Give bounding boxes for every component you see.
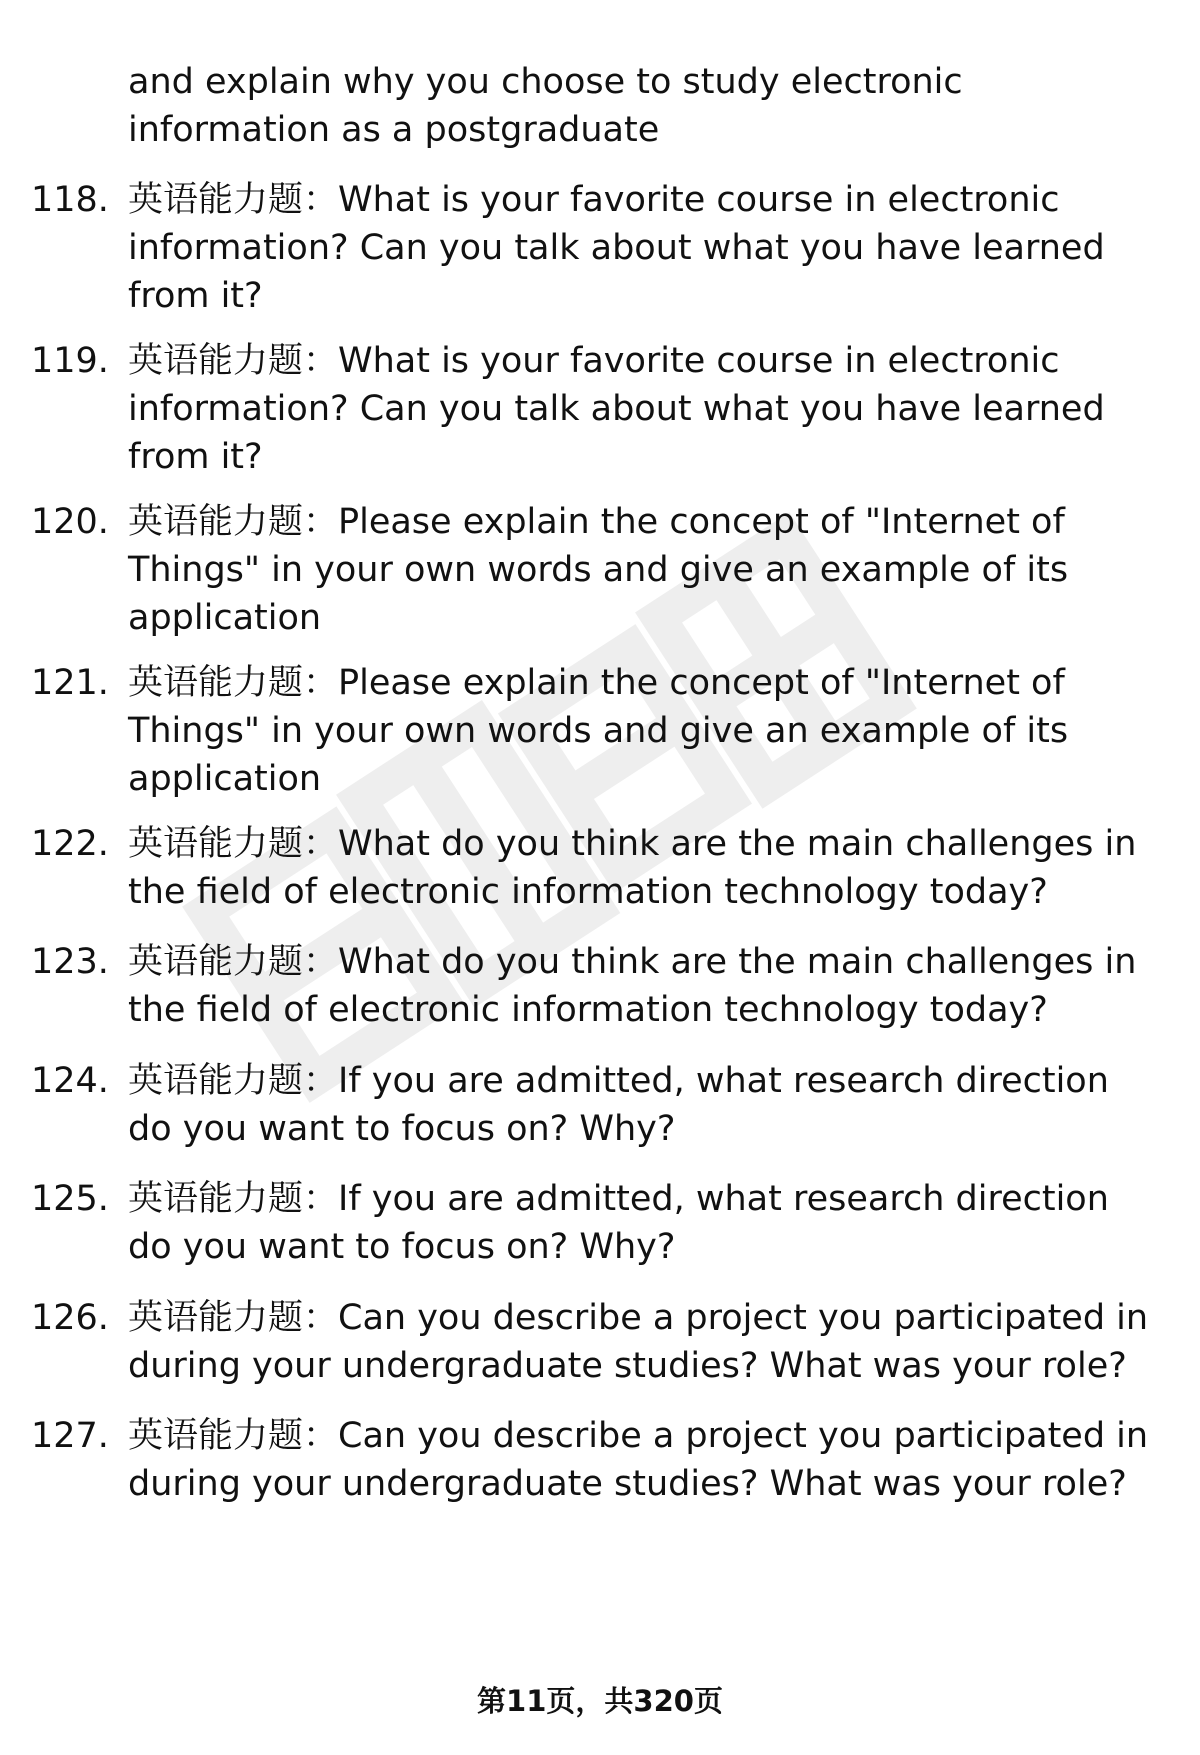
question-text: 英语能力题：If you are admitted, what research direction do you want to focus on? Why? [128, 1061, 1109, 1149]
page-footer: 第11页，共320页 [477, 1684, 723, 1718]
question-number: 119. [31, 341, 109, 381]
question-number: 120. [31, 502, 109, 542]
question-number: 125. [31, 1179, 109, 1219]
question-text: 英语能力题：What do you think are the main challenges in the field of electronic information technology today? [128, 942, 1137, 1030]
question-text: 英语能力题：Please explain the concept of "Internet of Things" in your own words and give an example of its application [128, 502, 1069, 638]
question-text: 英语能力题：What is your favorite course in electronic information? Can you talk about what you have learned from it? [128, 341, 1105, 477]
question-number: 127. [31, 1416, 109, 1456]
question-number: 126. [31, 1298, 109, 1338]
question-text: 英语能力题：Can you describe a project you participated in during your undergraduate studies? What was your role? [128, 1416, 1149, 1504]
question-number: 118. [31, 180, 109, 220]
question-text: 英语能力题：What do you think are the main challenges in the field of electronic information technology today? [128, 824, 1137, 912]
continuation-text: and explain why you choose to study electronic information as a postgraduate [128, 62, 963, 150]
question-number: 124. [31, 1061, 109, 1101]
question-number: 123. [31, 942, 109, 982]
question-text: 英语能力题：Please explain the concept of "Internet of Things" in your own words and give an example of its application [128, 663, 1069, 799]
question-text: 英语能力题：If you are admitted, what research direction do you want to focus on? Why? [128, 1179, 1109, 1267]
question-text: 英语能力题：Can you describe a project you participated in during your undergraduate studies? What was your role? [128, 1298, 1149, 1386]
question-text: 英语能力题：What is your favorite course in electronic information? Can you talk about what you have learned from it? [128, 180, 1105, 316]
question-number: 122. [31, 824, 109, 864]
question-number: 121. [31, 663, 109, 703]
